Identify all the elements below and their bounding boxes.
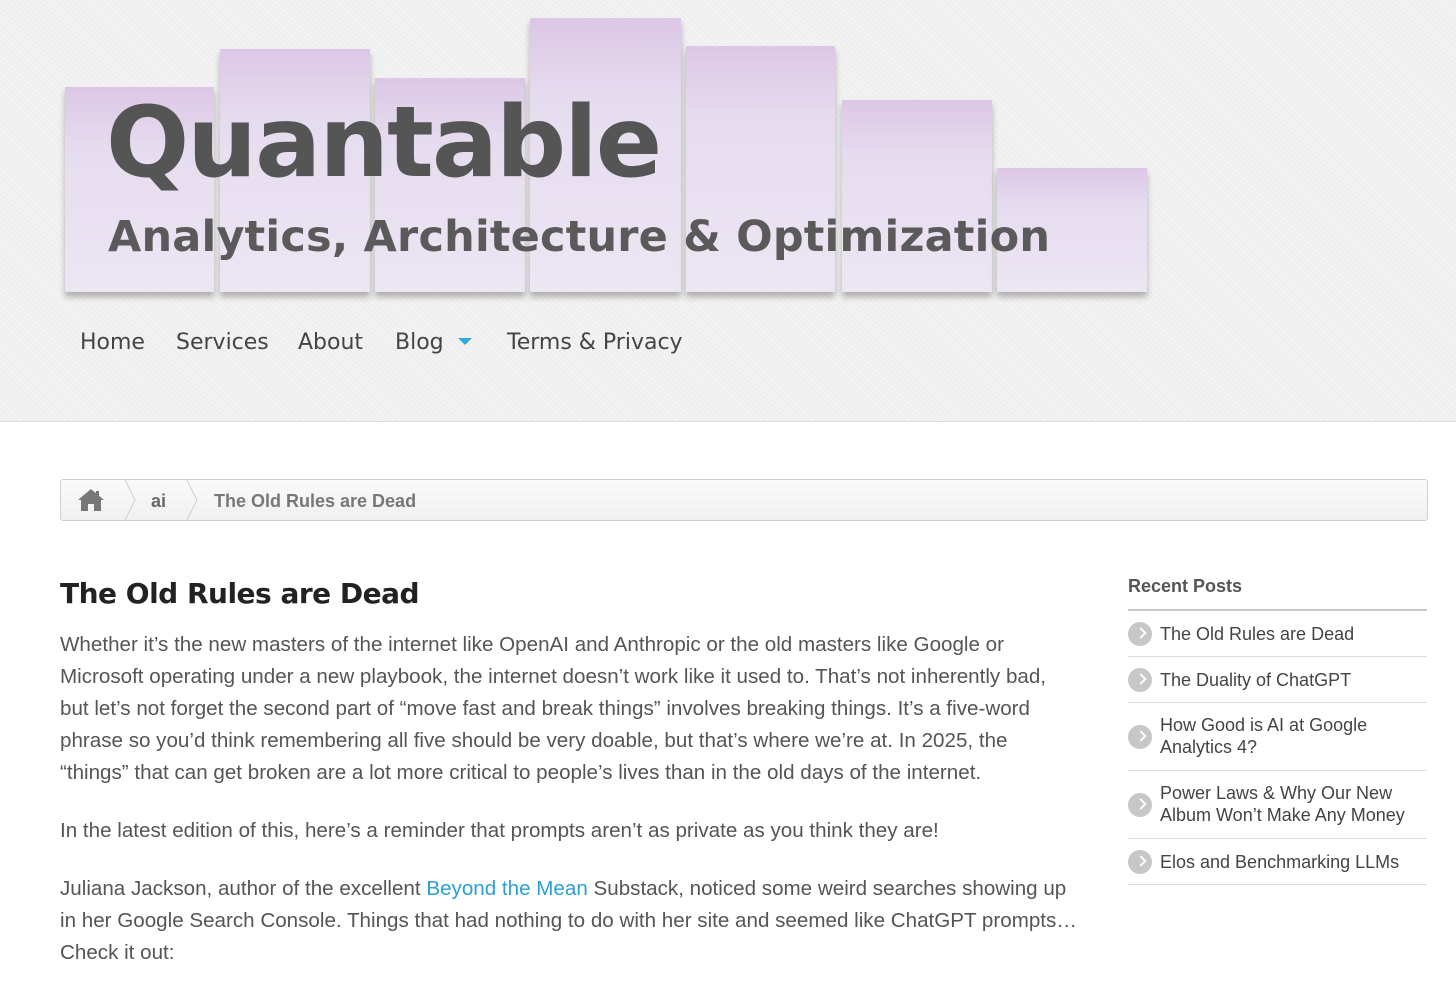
site-tagline: Analytics, Architecture & Optimization: [108, 212, 1051, 262]
recent-post-label: The Old Rules are Dead: [1160, 624, 1355, 644]
recent-post-item[interactable]: [1128, 611, 1427, 657]
nav-item-about[interactable]: [298, 327, 363, 359]
nav-item-label: Services: [176, 330, 269, 355]
nav-item-home[interactable]: [80, 327, 145, 359]
recent-post-label: Elos and Benchmarking LLMs: [1160, 852, 1400, 872]
article-paragraph: [60, 873, 1080, 969]
page-title: The Old Rules are Dead: [60, 577, 420, 610]
recent-post-label: Power Laws & Why Our New Album Won’t Make Any Money: [1160, 783, 1405, 825]
recent-post-item[interactable]: [1128, 839, 1427, 885]
chevron-down-icon[interactable]: [458, 338, 472, 345]
nav-item-services[interactable]: [176, 327, 269, 359]
site-logo[interactable]: [62, 16, 1152, 306]
logo-bar: [842, 100, 992, 292]
nav-item-label: Terms & Privacy: [507, 330, 683, 355]
recent-post-item[interactable]: [1128, 771, 1427, 839]
chevron-right-icon: [1128, 725, 1152, 749]
chevron-right-icon: [1128, 622, 1152, 646]
breadcrumb-separator: [123, 480, 137, 520]
nav-item-label: Home: [80, 330, 145, 355]
recent-posts-list: [1128, 611, 1427, 885]
home-icon[interactable]: [77, 488, 105, 512]
chevron-right-icon: [1128, 850, 1152, 874]
recent-posts-title: Recent Posts: [1128, 574, 1427, 611]
breadcrumb: [60, 479, 1428, 521]
article-paragraph: In the latest edition of this, here’s a reminder that prompts aren’t as private as you think they are!: [60, 819, 939, 842]
recent-post-label: The Duality of ChatGPT: [1160, 670, 1352, 690]
nav-item-label: Blog: [395, 330, 444, 355]
recent-post-item[interactable]: [1128, 703, 1427, 771]
nav-item-blog[interactable]: [395, 327, 472, 359]
recent-post-item[interactable]: [1128, 657, 1427, 703]
article: [60, 574, 1080, 969]
beyond-the-mean-link[interactable]: Beyond the Mean: [426, 877, 588, 900]
sidebar: [1128, 574, 1427, 885]
nav-item-terms-privacy[interactable]: [507, 327, 683, 359]
breadcrumb-category[interactable]: ai: [151, 491, 167, 511]
article-paragraph: Whether it’s the new masters of the internet like OpenAI and Anthropic or the old masters like Google or Microsoft operating under a new playbook, the internet doesn’t work like it used to. That’s not inherently bad, but let’s not forget the second part of “move fast and break things” involves breaking things. It’s a five-word phrase so you’d think remembering all five should be very doable, but that’s where we’re at. In 2025, the “things” that can get broken are a lot more critical to people’s lives than in the old days of the internet.: [60, 633, 1047, 784]
paragraph-text: Juliana Jackson, author of the excellent: [60, 877, 427, 900]
site-header: [0, 0, 1456, 422]
paragraph-text: Substack, noticed some weird searches showing up in her Google Search Console. Things that had nothing to do with her site and seemed like ChatGPT prompts… Check it out:: [60, 877, 1077, 964]
nav-item-label: About: [298, 330, 364, 355]
chevron-right-icon: [1128, 668, 1152, 692]
breadcrumb-current: The Old Rules are Dead: [214, 491, 417, 511]
recent-post-label: How Good is AI at Google Analytics 4?: [1160, 715, 1368, 757]
breadcrumb-separator: [185, 480, 199, 520]
chevron-right-icon: [1128, 793, 1152, 817]
site-name: Quantable: [106, 86, 661, 200]
